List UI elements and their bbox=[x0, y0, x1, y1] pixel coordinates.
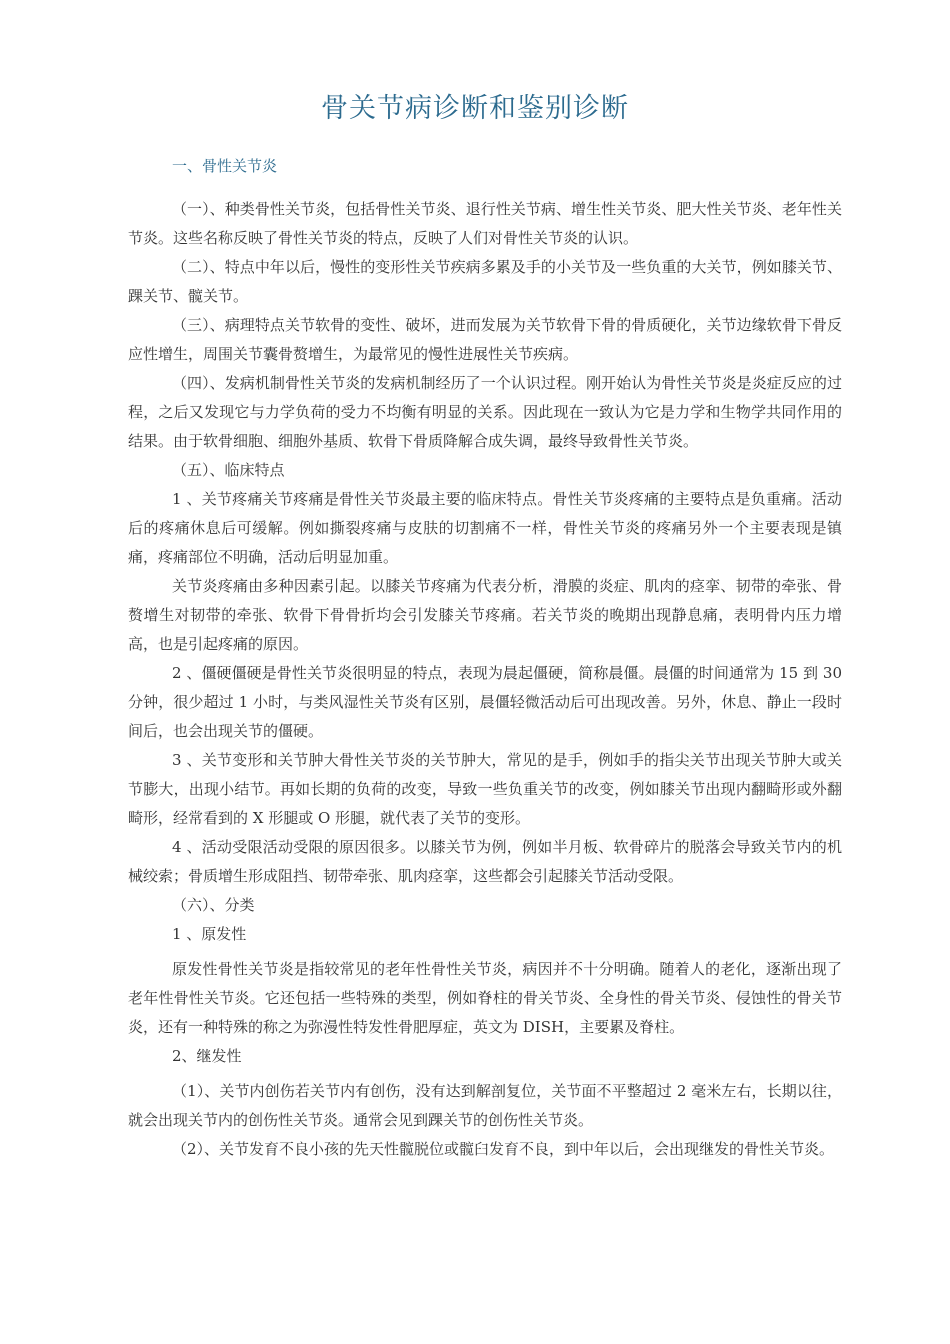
paragraph-clinical-heading: （五）、临床特点 bbox=[172, 461, 285, 479]
paragraph-classification-heading: （六）、分类 bbox=[172, 896, 255, 914]
paragraph-primary: 原发性骨性关节炎是指较常见的老年性骨性关节炎，病因并不十分明确。随着人的老化，逐渐出现了老年性骨性关节炎。它还包括一些特殊的类型，例如脊柱的骨关节炎、全身性的骨关节炎、侵蚀性的骨关节炎，还有一种特殊的称之为弥漫性特发性骨肥厚症，英文为 DISH，主要累及脊柱。 bbox=[128, 960, 842, 1036]
paragraph-types: （一）、种类骨性关节炎，包括骨性关节炎、退行性关节病、增生性关节炎、肥大性关节炎、老年性关节炎。这些名称反映了骨性关节炎的特点，反映了人们对骨性关节炎的认识。 bbox=[128, 200, 842, 247]
paragraph-stiffness: 2 、僵硬僵硬是骨性关节炎很明显的特点，表现为晨起僵硬，简称晨僵。晨僵的时间通常为 15 到 30 分钟，很少超过 1 小时，与类风湿性关节炎有区别，晨僵轻微活动后可出现改善。另外，休息、静止一段时间后，也会出现关节的僵硬。 bbox=[128, 664, 842, 740]
paragraph-mechanism: （四）、发病机制骨性关节炎的发病机制经历了一个认识过程。刚开始认为骨性关节炎是炎症反应的过程，之后又发现它与力学负荷的受力不均衡有明显的关系。因此现在一致认为它是力学和生物学共同作用的结果。由于软骨细胞、细胞外基质、软骨下骨质降解合成失调，最终导致骨性关节炎。 bbox=[128, 374, 842, 450]
document-title: 骨关节病诊断和鉴别诊断 bbox=[321, 93, 629, 124]
paragraph-dysplasia: （2）、关节发育不良小孩的先天性髋脱位或髋臼发育不良，到中年以后，会出现继发的骨性关节炎。 bbox=[172, 1140, 835, 1158]
section-heading: 一、骨性关节炎 bbox=[172, 157, 278, 175]
paragraph-primary-heading: 1 、原发性 bbox=[172, 925, 247, 943]
paragraph-pathology: （三）、病理特点关节软骨的变性、破坏，进而发展为关节软骨下骨的骨质硬化，关节边缘软骨下骨反应性增生，周围关节囊骨赘增生，为最常见的慢性进展性关节疾病。 bbox=[128, 316, 842, 363]
paragraph-limited-motion: 4 、活动受限活动受限的原因很多。以膝关节为例，例如半月板、软骨碎片的脱落会导致关节内的机械绞索；骨质增生形成阻挡、韧带牵张、肌肉痉挛，这些都会引起膝关节活动受限。 bbox=[128, 838, 842, 885]
paragraph-joint-pain: 1 、关节疼痛关节疼痛是骨性关节炎最主要的临床特点。骨性关节炎疼痛的主要特点是负重痛。活动后的疼痛休息后可缓解。例如撕裂疼痛与皮肤的切割痛不一样，骨性关节炎的疼痛另外一个主要表现是镇痛，疼痛部位不明确，活动后明显加重。 bbox=[128, 490, 842, 566]
paragraph-trauma: （1）、关节内创伤若关节内有创伤，没有达到解剖复位，关节面不平整超过 2 毫米左右，长期以往，就会出现关节内的创伤性关节炎。通常会见到踝关节的创伤性关节炎。 bbox=[128, 1082, 842, 1129]
paragraph-secondary-heading: 2、继发性 bbox=[172, 1047, 242, 1065]
paragraph-features: （二）、特点中年以后，慢性的变形性关节疾病多累及手的小关节及一些负重的大关节，例如膝关节、踝关节、髋关节。 bbox=[128, 258, 842, 305]
paragraph-pain-causes: 关节炎疼痛由多种因素引起。以膝关节疼痛为代表分析，滑膜的炎症、肌肉的痉挛、韧带的牵张、骨赘增生对韧带的牵张、软骨下骨骨折均会引发膝关节疼痛。若关节炎的晚期出现静息痛，表明骨内压力增高，也是引起疼痛的原因。 bbox=[128, 577, 842, 653]
document-body bbox=[128, 195, 842, 1164]
paragraph-deformity: 3 、关节变形和关节肿大骨性关节炎的关节肿大，常见的是手，例如手的指尖关节出现关节肿大或关节膨大，出现小结节。再如长期的负荷的改变，导致一些负重关节的改变，例如膝关节出现内翻畸形或外翻畸形，经常看到的 X 形腿或 O 形腿，就代表了关节的变形。 bbox=[128, 751, 842, 827]
